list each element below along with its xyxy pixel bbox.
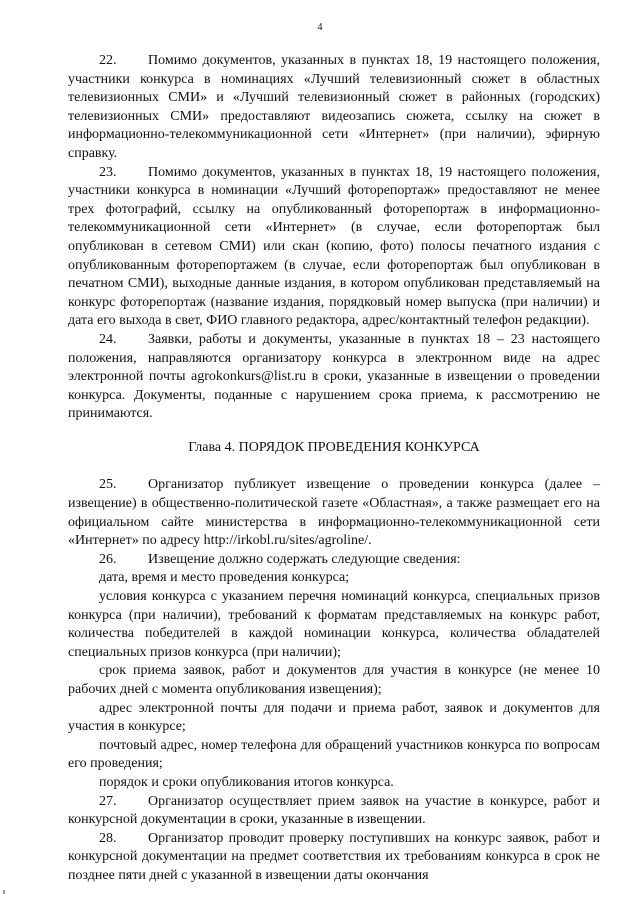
paragraph-number: 25.: [99, 477, 117, 493]
paragraph-text: Извещение должно содержать следующие сведения:: [148, 551, 461, 567]
paragraph-text: Организатор проводит проверку поступивших на конкурс заявок, работ и конкурсной документации на предмет соответствия их требованиям конкурса в срок не позднее пяти дней с указанной в извещении даты окончания: [68, 830, 600, 883]
list-item-text: порядок и сроки опубликования итогов конкурса.: [99, 774, 394, 790]
paragraph-27: [68, 793, 600, 830]
paragraph-24: [68, 331, 600, 424]
paragraph-number: 24.: [99, 331, 117, 347]
list-item-date: [68, 569, 600, 588]
list-item-text: почтовый адрес, номер телефона для обращений участников конкурса по вопросам его проведения;: [68, 737, 600, 772]
list-item-text: дата, время и место проведения конкурса;: [99, 570, 350, 586]
paragraph-text: Заявки, работы и документы, указанные в пунктах 18 – 23 настоящего положения, направляются организатору конкурса в электронном виде на адрес электронной почты agrokonkurs@list.ru в сроки, указанные в извещении о проведении конкурса. Документы, поданные с нарушением срока приема, к рассмотрению не принимаются.: [68, 331, 600, 422]
paragraph-number: 22.: [99, 53, 117, 68]
paragraph-25: [68, 476, 600, 550]
paragraph-text: Организатор осуществляет прием заявок на участие в конкурсе, работ и конкурсной документации в сроки, указанные в извещении.: [68, 793, 600, 828]
document-body: [68, 52, 600, 886]
paragraph-text: Помимо документов, указанных в пунктах 18, 19 настоящего положения, участники конкурса в номинации «Лучший фоторепортаж» предоставляют не менее трех фотографий, ссылку на опубликованный фоторепортаж в информационно-телекоммуникационной сети «Интернет» (в случае, если фоторепортаж был опубликован в сетевом СМИ) или скан (копию, фото) полосы печатного издания с опубликованным фоторепортажем (в случае, если фоторепортаж был опубликован в печатном СМИ), выходные данные издания, в котором опубликован представляемый на конкурс фоторепортаж (название издания, порядковый номер выпуска (при наличии) и дата его выхода в свет, ФИО главного редактора, адрес/контактный телефон редакции).: [68, 164, 600, 329]
paragraph-22: [68, 52, 600, 164]
paragraph-text: Помимо документов, указанных в пунктах 18, 19 настоящего положения, участники конкурса в номинациях «Лучший телевизионный сюжет в областных телевизионных СМИ» и «Лучший телевизионный сюжет в районных (городских) телевизионных СМИ» предоставляют видеозапись сюжета, ссылку на сюжет в информационно-телекоммуникационной сети «Интернет» (при наличии), эфирную справку.: [68, 53, 600, 161]
list-item-deadline: [68, 662, 600, 699]
paragraph-number: 23.: [99, 164, 117, 180]
page-number: 4: [317, 22, 323, 33]
scan-artifact: [3, 890, 5, 894]
list-item-conditions: [68, 588, 600, 662]
paragraph-number: 27.: [99, 793, 117, 809]
list-item-results: [68, 774, 600, 793]
list-item-email: [68, 700, 600, 737]
paragraph-number: 26.: [99, 551, 117, 567]
chapter-heading: Глава 4. ПОРЯДОК ПРОВЕДЕНИЯ КОНКУРСА: [188, 439, 480, 455]
list-item-text: срок приема заявок, работ и документов для участия в конкурсе (не менее 10 рабочих дней с момента опубликования извещения);: [68, 663, 600, 697]
paragraph-26: [68, 551, 600, 570]
list-item-postal: [68, 737, 600, 774]
paragraph-number: 28.: [99, 830, 117, 846]
paragraph-28: [68, 830, 600, 886]
list-item-text: условия конкурса с указанием перечня номинаций конкурса, специальных призов конкурса (при наличии), требований к форматам представляемых на конкурс работ, количества победителей в каждой номинации конкурса, количества обладателей специальных призов конкурса (при наличии);: [68, 589, 600, 660]
list-item-text: адрес электронной почты для подачи и приема работ, заявок и документов для участия в конкурсе;: [68, 700, 600, 735]
paragraph-text: Организатор публикует извещение о проведении конкурса (далее – извещение) в общественно-политической газете «Областная», а также размещает его на официальном сайте министерства в информационно-телекоммуникационной сети «Интернет» по адресу http://irkobl.ru/sites/agroline/.: [68, 477, 600, 549]
paragraph-23: [68, 164, 600, 331]
